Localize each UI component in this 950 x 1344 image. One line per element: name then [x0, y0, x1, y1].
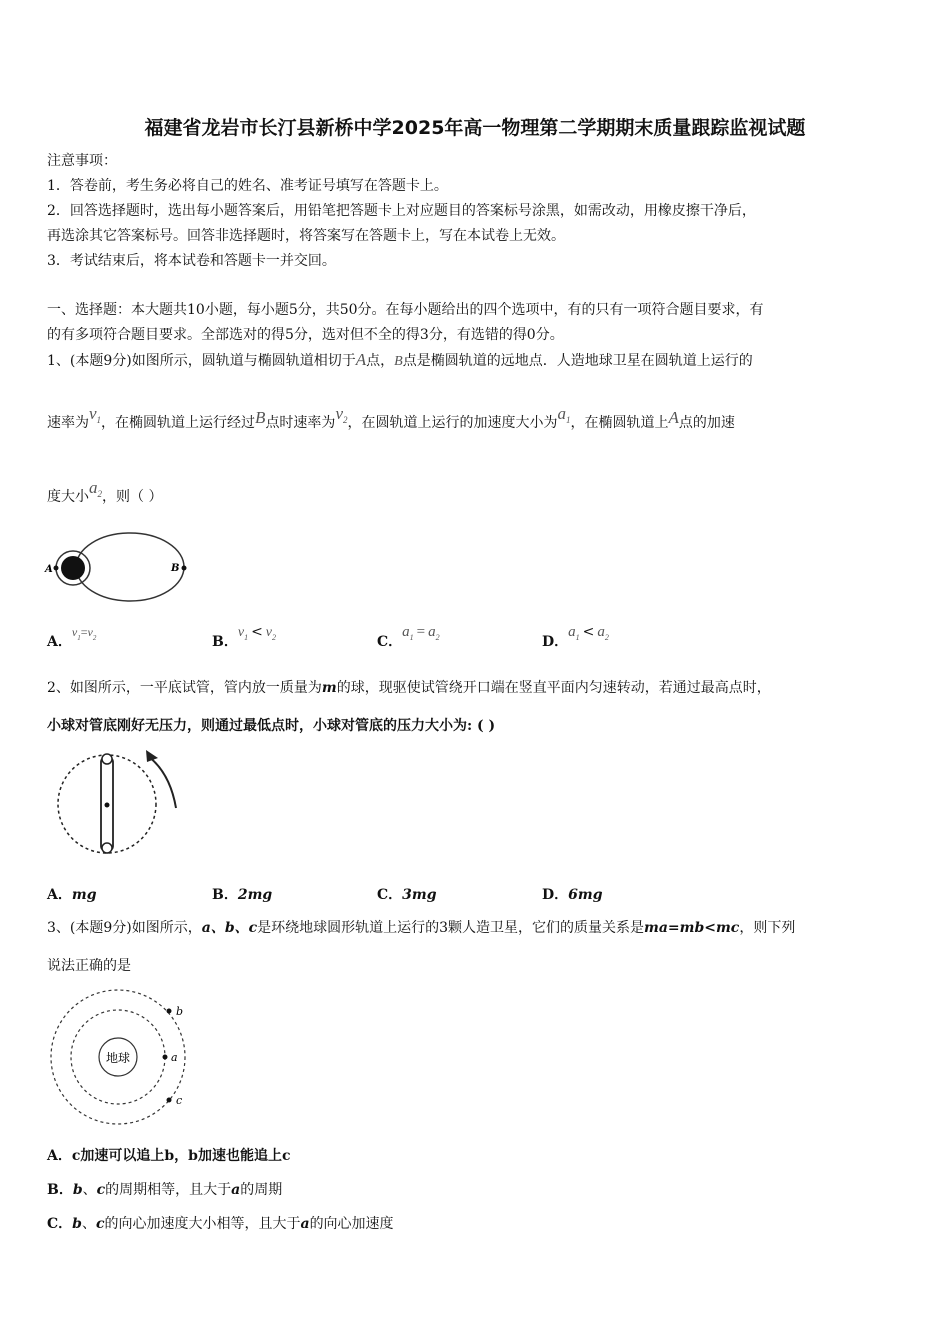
notice-item: 再选涂其它答案标号。回答非选择题时，将答案写在答题卡上，写在本试卷上无效。 — [47, 228, 565, 244]
q3-option-a[interactable]: A．c加速可以追上b，b加速也能追上c — [47, 1148, 291, 1164]
earth-label: 地球 — [105, 1051, 131, 1065]
label-b: B — [171, 563, 180, 574]
elliptical-orbit — [76, 533, 184, 601]
q1-option-a[interactable]: A．$v_1=v_2$ — [47, 625, 97, 650]
q1-option-b[interactable]: B．$v_1 < v_2$ — [212, 624, 277, 650]
label-a: A — [45, 564, 53, 575]
section-instruction: 的有多项符合题目要求。全部选对的得5分，选对但不全的得3分，有选错的得0分。 — [47, 327, 564, 343]
point-b — [182, 566, 187, 571]
tube-top — [102, 754, 112, 764]
q2-option-c[interactable]: C．3mg — [377, 887, 437, 903]
label-b: b — [176, 1005, 184, 1018]
q1-line1: 1、(本题9分)如图所示，圆轨道与椭圆轨道相切于A点，B点是椭圆轨道的远地点．人造地球卫星在圆轨道上运行的 — [47, 350, 753, 369]
satellite-b — [167, 1009, 172, 1014]
q2-option-b[interactable]: B．2mg — [212, 887, 273, 903]
ball — [105, 803, 110, 808]
q3-satellite-figure — [48, 988, 193, 1128]
q3-option-c[interactable]: C．b、c的向心加速度大小相等，且大于a的向心加速度 — [47, 1216, 394, 1232]
notice-heading: 注意事项： — [47, 153, 117, 169]
satellite-c — [167, 1098, 172, 1103]
label-c: c — [176, 1094, 183, 1107]
notice-item: 2．回答选择题时，选出每小题答案后，用铅笔把答题卡上对应题目的答案标号涂黑，如需改动，用橡皮擦干净后， — [47, 203, 756, 219]
q1-orbit-figure — [44, 528, 194, 608]
q2-line1: 2、如图所示，一平底试管，管内放一质量为m的球，现驱使试管绕开口端在竖直平面内匀速转动，若通过最高点时， — [47, 680, 771, 696]
q2-line2: 小球对管底刚好无压力，则通过最低点时，小球对管底的压力大小为: ( ) — [47, 718, 496, 734]
notice-item: 3．考试结束后，将本试卷和答题卡一并交回。 — [47, 253, 336, 269]
label-a: a — [171, 1051, 178, 1064]
section-instruction: 一、选择题：本大题共10小题，每小题5分，共50分。在每小题给出的四个选项中，有的只有一项符合题目要求，有 — [47, 302, 764, 318]
q1-line3: 度大小$a_2$，则（ ） — [47, 478, 163, 505]
q3-option-b[interactable]: B．b、c的周期相等，且大于a的周期 — [47, 1182, 283, 1198]
notice-item: 1．答卷前，考生务必将自己的姓名、准考证号填写在答题卡上。 — [47, 178, 448, 194]
q2-test-tube-figure — [50, 748, 190, 858]
tube-bottom — [102, 843, 112, 853]
rotation-arrow — [148, 756, 176, 808]
q2-option-d[interactable]: D．6mg — [542, 887, 603, 903]
page-title: 福建省龙岩市长汀县新桥中学2025年高一物理第二学期期末质量跟踪监视试题 — [144, 117, 806, 139]
q2-option-a[interactable]: A．mg — [47, 887, 97, 903]
q1-option-d[interactable]: D．$a_1 < a_2$ — [542, 624, 609, 650]
q1-line2: 速率为$v_1$，在椭圆轨道上运行经过B点时速率为$v_2$，在圆轨道上运行的加速度大小为$a_1$，在椭圆轨道上A点的加速 — [47, 404, 735, 431]
point-a — [54, 566, 59, 571]
satellite-a — [163, 1055, 168, 1060]
q3-line1: 3、(本题9分)如图所示，a、b、c是环绕地球圆形轨道上运行的3颗人造卫星，它们的质量关系是ma=mb<mc，则下列 — [47, 920, 796, 936]
q1-option-c[interactable]: C．$a_1 = a_2$ — [377, 624, 440, 650]
earth — [61, 556, 85, 580]
q3-line2: 说法正确的是 — [47, 958, 131, 974]
